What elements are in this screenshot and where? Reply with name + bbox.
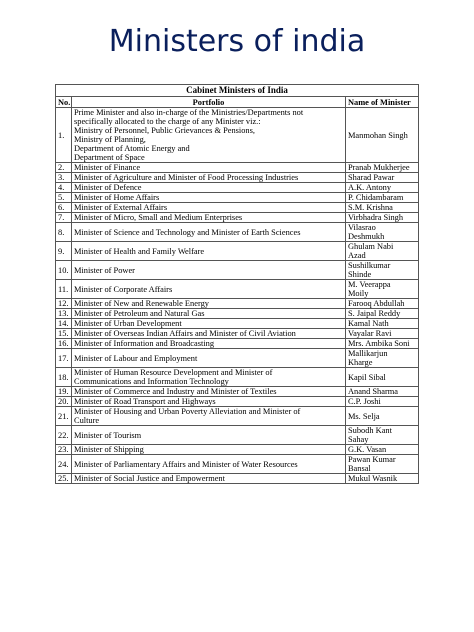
header-portfolio: Portfolio: [72, 97, 346, 108]
table-row: [56, 329, 419, 339]
minister-name-cell: Vilasrao Deshmukh: [345, 223, 418, 242]
minister-name-cell: Kamal Nath: [345, 319, 418, 329]
row-number: 19.: [56, 387, 72, 397]
row-number: 8.: [56, 223, 72, 242]
row-number: 18.: [56, 368, 72, 387]
ministers-table: [55, 84, 419, 484]
minister-name-cell: Pranab Mukherjee: [345, 163, 418, 173]
table-row: [56, 387, 419, 397]
table-row: [56, 455, 419, 474]
minister-name-cell: Kapil Sibal: [345, 368, 418, 387]
portfolio-cell: Minister of Information and Broadcasting: [72, 339, 346, 349]
minister-name-cell: P. Chidambaram: [345, 193, 418, 203]
row-number: 11.: [56, 280, 72, 299]
row-number: 1.: [56, 108, 72, 163]
row-number: 6.: [56, 203, 72, 213]
row-number: 7.: [56, 213, 72, 223]
portfolio-cell: Minister of Shipping: [72, 445, 346, 455]
minister-name-cell: C.P. Joshi: [345, 397, 418, 407]
table-header-row: [56, 97, 419, 108]
minister-name-cell: Vayalar Ravi: [345, 329, 418, 339]
table-row: [56, 397, 419, 407]
minister-name-cell: Mallikarjun Kharge: [345, 349, 418, 368]
row-number: 10.: [56, 261, 72, 280]
row-number: 4.: [56, 183, 72, 193]
row-number: 17.: [56, 349, 72, 368]
portfolio-cell: Minister of Parliamentary Affairs and Minister of Water Resources: [72, 455, 346, 474]
row-number: 25.: [56, 474, 72, 484]
row-number: 9.: [56, 242, 72, 261]
table-row: [56, 223, 419, 242]
minister-name-cell: Farooq Abdullah: [345, 299, 418, 309]
table-row: [56, 203, 419, 213]
portfolio-cell: Minister of Social Justice and Empowerment: [72, 474, 346, 484]
minister-name-cell: Subodh Kant Sahay: [345, 426, 418, 445]
minister-name-cell: Ms. Selja: [345, 407, 418, 426]
table-row: [56, 407, 419, 426]
portfolio-cell: Minister of Labour and Employment: [72, 349, 346, 368]
table-row: [56, 261, 419, 280]
portfolio-cell: Minister of Defence: [72, 183, 346, 193]
table-row: [56, 193, 419, 203]
table-row: [56, 474, 419, 484]
portfolio-cell: Minister of Overseas Indian Affairs and Minister of Civil Aviation: [72, 329, 346, 339]
table-row: [56, 183, 419, 193]
table-row: [56, 339, 419, 349]
table-row: [56, 242, 419, 261]
page-title: Ministers of india: [108, 24, 366, 59]
portfolio-cell: Minister of Commerce and Industry and Minister of Textiles: [72, 387, 346, 397]
portfolio-cell: Minister of Urban Development: [72, 319, 346, 329]
minister-name-cell: Virbhadra Singh: [345, 213, 418, 223]
row-number: 2.: [56, 163, 72, 173]
row-number: 12.: [56, 299, 72, 309]
portfolio-cell: Minister of External Affairs: [72, 203, 346, 213]
minister-name-cell: Sharad Pawar: [345, 173, 418, 183]
minister-name-cell: S.M. Krishna: [345, 203, 418, 213]
table-row: [56, 319, 419, 329]
row-number: 15.: [56, 329, 72, 339]
portfolio-cell: Minister of New and Renewable Energy: [72, 299, 346, 309]
portfolio-cell: Minister of Road Transport and Highways: [72, 397, 346, 407]
table-caption-row: [56, 85, 419, 97]
header-no: No.: [56, 97, 72, 108]
row-number: 16.: [56, 339, 72, 349]
minister-name-cell: Sushilkumar Shinde: [345, 261, 418, 280]
row-number: 3.: [56, 173, 72, 183]
portfolio-cell: Minister of Finance: [72, 163, 346, 173]
portfolio-cell: Minister of Human Resource Development and Minister of Communications and Information Technology: [72, 368, 346, 387]
table-row: [56, 309, 419, 319]
table-row: [56, 280, 419, 299]
row-number: 23.: [56, 445, 72, 455]
table-row: [56, 213, 419, 223]
table-row: [56, 445, 419, 455]
portfolio-cell: Minister of Petroleum and Natural Gas: [72, 309, 346, 319]
row-number: 13.: [56, 309, 72, 319]
row-number: 14.: [56, 319, 72, 329]
portfolio-cell: Minister of Power: [72, 261, 346, 280]
portfolio-cell: Minister of Science and Technology and Minister of Earth Sciences: [72, 223, 346, 242]
header-minister: Name of Minister: [345, 97, 418, 108]
table-row: [56, 368, 419, 387]
table-row: [56, 299, 419, 309]
minister-name-cell: M. Veerappa Moily: [345, 280, 418, 299]
minister-name-cell: S. Jaipal Reddy: [345, 309, 418, 319]
table-row: [56, 426, 419, 445]
portfolio-cell: Minister of Home Affairs: [72, 193, 346, 203]
portfolio-cell: Minister of Tourism: [72, 426, 346, 445]
minister-name-cell: Mukul Wasnik: [345, 474, 418, 484]
table-row: [56, 108, 419, 163]
table-row: [56, 163, 419, 173]
minister-name-cell: Ghulam Nabi Azad: [345, 242, 418, 261]
row-number: 20.: [56, 397, 72, 407]
row-number: 5.: [56, 193, 72, 203]
portfolio-cell: Minister of Housing and Urban Poverty Alleviation and Minister of Culture: [72, 407, 346, 426]
row-number: 21.: [56, 407, 72, 426]
table-body: [56, 108, 419, 484]
minister-name-cell: Mrs. Ambika Soni: [345, 339, 418, 349]
portfolio-cell: Minister of Micro, Small and Medium Enterprises: [72, 213, 346, 223]
minister-name-cell: Pawan Kumar Bansal: [345, 455, 418, 474]
portfolio-cell: Minister of Agriculture and Minister of Food Processing Industries: [72, 173, 346, 183]
minister-name-cell: A.K. Antony: [345, 183, 418, 193]
row-number: 24.: [56, 455, 72, 474]
row-number: 22.: [56, 426, 72, 445]
portfolio-cell: Minister of Health and Family Welfare: [72, 242, 346, 261]
table-row: [56, 349, 419, 368]
table-caption: Cabinet Ministers of India: [56, 85, 419, 97]
minister-name-cell: Manmohan Singh: [345, 108, 418, 163]
minister-name-cell: G.K. Vasan: [345, 445, 418, 455]
table-row: [56, 173, 419, 183]
minister-name-cell: Anand Sharma: [345, 387, 418, 397]
portfolio-cell: Prime Minister and also in-charge of the Ministries/Departments not specifically allocated to the charge of any Minister viz.: Ministry of Personnel, Public Grievances & Pensions, Ministry of Planning, Department of Atomic Energy and Department of Space: [72, 108, 346, 163]
portfolio-cell: Minister of Corporate Affairs: [72, 280, 346, 299]
